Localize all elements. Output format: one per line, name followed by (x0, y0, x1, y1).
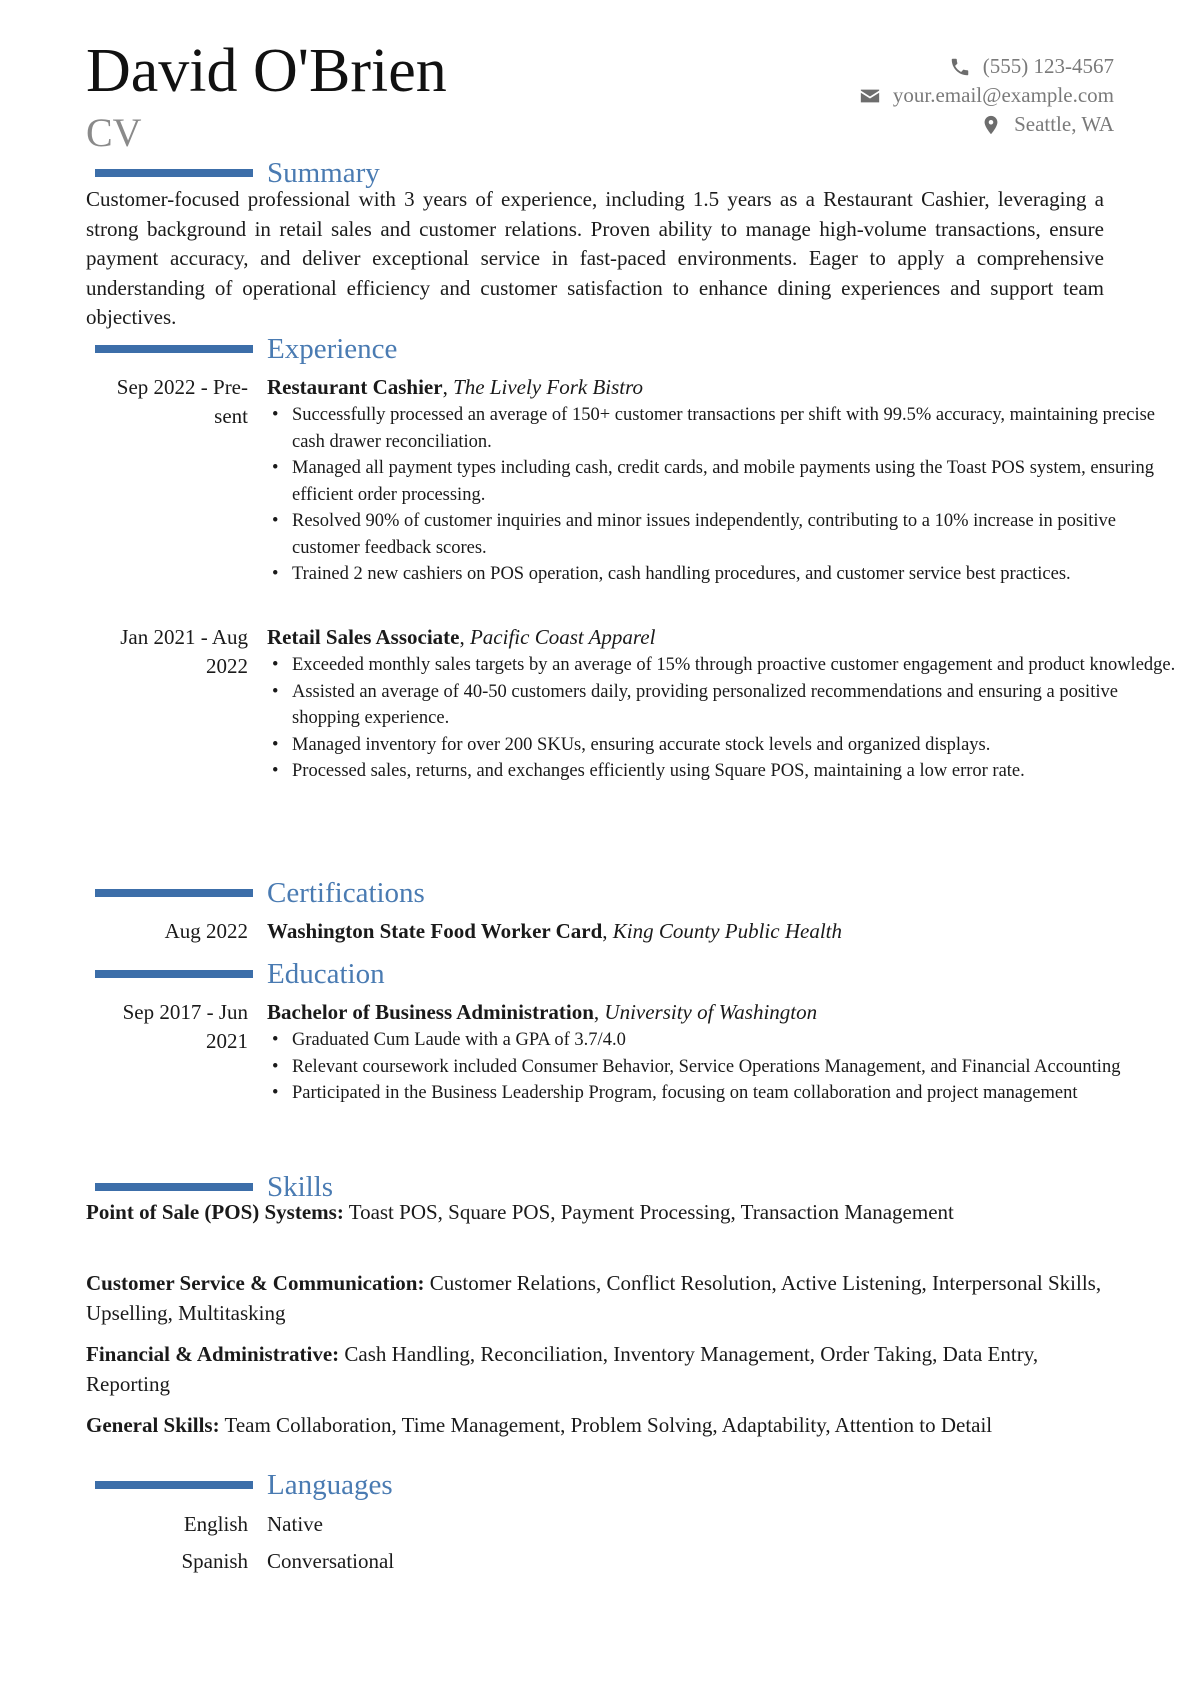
list-item: • Successfully processed an average of 150+ customer transactions per shift with 99.5% accuracy, maintaining precise cash drawer reconciliation. (267, 402, 1187, 455)
entry-date: Sep 2017 - Jun 2021 (122, 1000, 248, 1053)
skill-label: Customer Service & Communication: (86, 1271, 425, 1295)
contact-location (694, 110, 1114, 139)
language-level: Conversational (267, 1549, 395, 1573)
section-accent-bar (95, 970, 253, 978)
section-accent-bar (95, 1481, 253, 1489)
entry-org: King County Public Health (612, 919, 842, 943)
phone-icon (949, 56, 971, 78)
entry-body (267, 998, 1187, 1107)
list-item: • Managed inventory for over 200 SKUs, ensuring accurate stock levels and organized displays. (267, 732, 1187, 759)
entry-org: Pacific Coast Apparel (469, 625, 656, 649)
list-item: • Resolved 90% of customer inquiries and minor issues independently, contributing to a 10% increase in positive customer feedback scores. (267, 508, 1187, 561)
list-item: • Processed sales, returns, and exchanges efficiently using Square POS, maintaining a low error rate. (267, 758, 1187, 785)
entry-date: Aug 2022 (164, 919, 248, 943)
list-item: • Graduated Cum Laude with a GPA of 3.7/4.0 (267, 1027, 1187, 1054)
section-accent-bar (95, 345, 253, 353)
section-accent-bar (95, 1183, 253, 1191)
language-row (86, 1509, 686, 1539)
degree-name: Bachelor of Business Administration (267, 1000, 594, 1024)
entry-role: Restaurant Cashier (267, 375, 443, 399)
list-item: • Relevant coursework included Consumer Behavior, Service Operations Management, and Financial Accounting (267, 1054, 1187, 1081)
skill-label: General Skills: (86, 1413, 220, 1437)
contact-phone (694, 52, 1114, 81)
entry-body (267, 623, 1187, 785)
skill-value: Team Collaboration, Time Management, Problem Solving, Adaptability, Attention to Detail (224, 1413, 993, 1437)
skill-value: Toast POS, Square POS, Payment Processing, Transaction Management (348, 1200, 954, 1224)
list-item: • Assisted an average of 40-50 customers daily, providing personalized recommendations and ensuring a positive shopping experience. (267, 679, 1187, 732)
section-title: Languages (267, 1469, 393, 1501)
language-row (86, 1546, 686, 1576)
entry-date: Sep 2022 - Pre- sent (116, 375, 248, 428)
certification-name: Washington State Food Worker Card (267, 919, 603, 943)
list-item: • Participated in the Business Leadership Program, focusing on team collaboration and project management (267, 1080, 1187, 1107)
summary-text: Customer-focused professional with 3 years of experience, including 1.5 years as a Restaurant Cashier, leveraging a strong background in retail sales and customer relations. Proven ability to manage high-volume transactions, ensure payment accuracy, and deliver exceptional service in fast-paced environments. Eager to apply a comprehensive understanding of operational efficiency and customer satisfaction to enhance dining experiences and support team objectives. (86, 187, 1104, 329)
location-text: Seattle, WA (1014, 112, 1114, 136)
entry-heading: Restaurant Cashier, The Lively Fork Bistro (267, 375, 644, 399)
entry-heading: Washington State Food Worker Card, King County Public Health (267, 919, 842, 943)
entry-bullets (267, 652, 1187, 785)
skill-label: Financial & Administrative: (86, 1342, 340, 1366)
language-name: English (183, 1512, 248, 1536)
entry-org: University of Washington (604, 1000, 818, 1024)
skill-group (86, 1269, 1104, 1328)
entry-body (267, 373, 1187, 588)
summary-block (86, 185, 1104, 333)
list-item: • Trained 2 new cashiers on POS operation, cash handling procedures, and customer service best practices. (267, 561, 1187, 588)
phone-number[interactable]: (555) 123-4567 (982, 54, 1114, 78)
entry-date: Jan 2021 - Aug 2022 (120, 625, 248, 678)
section-title: Skills (267, 1171, 334, 1203)
language-level: Native (267, 1512, 323, 1536)
section-accent-bar (95, 169, 253, 177)
location-pin-icon (980, 114, 1002, 136)
section-title: Summary (267, 157, 380, 189)
entry-role: Retail Sales Associate (267, 625, 460, 649)
contact-email (694, 81, 1114, 110)
entry-bullets (267, 1027, 1187, 1107)
contact-info (694, 52, 1114, 139)
skill-group (86, 1340, 1104, 1399)
candidate-name: David O'Brien (86, 37, 447, 105)
skill-group (86, 1198, 1104, 1228)
skill-group (86, 1411, 1104, 1441)
section-title: Education (267, 958, 385, 990)
document-subtitle: CV (86, 110, 142, 155)
entry-org: The Lively Fork Bistro (453, 375, 644, 399)
entry-body (267, 917, 1187, 946)
envelope-icon (859, 85, 881, 107)
language-name: Spanish (181, 1549, 248, 1573)
section-title: Experience (267, 333, 398, 365)
email-address[interactable]: your.email@example.com (892, 83, 1114, 107)
entry-bullets (267, 402, 1187, 588)
list-item: • Exceeded monthly sales targets by an average of 15% through proactive customer engagement and product knowledge. (267, 652, 1187, 679)
entry-heading: Retail Sales Associate, Pacific Coast Apparel (267, 625, 656, 649)
skill-label: Point of Sale (POS) Systems: (86, 1200, 344, 1224)
entry-heading: Bachelor of Business Administration, University of Washington (267, 1000, 818, 1024)
list-item: • Managed all payment types including cash, credit cards, and mobile payments using the Toast POS system, ensuring efficient order processing. (267, 455, 1187, 508)
section-accent-bar (95, 889, 253, 897)
section-title: Certifications (267, 877, 425, 909)
skill-value: Cash Handling, Reconciliation, Inventory Management, Order Taking, Data Entry, Reporting (86, 1342, 1039, 1396)
skill-value: Customer Relations, Conflict Resolution, Active Listening, Interpersonal Skills, Upselling, Multitasking (86, 1271, 1102, 1325)
